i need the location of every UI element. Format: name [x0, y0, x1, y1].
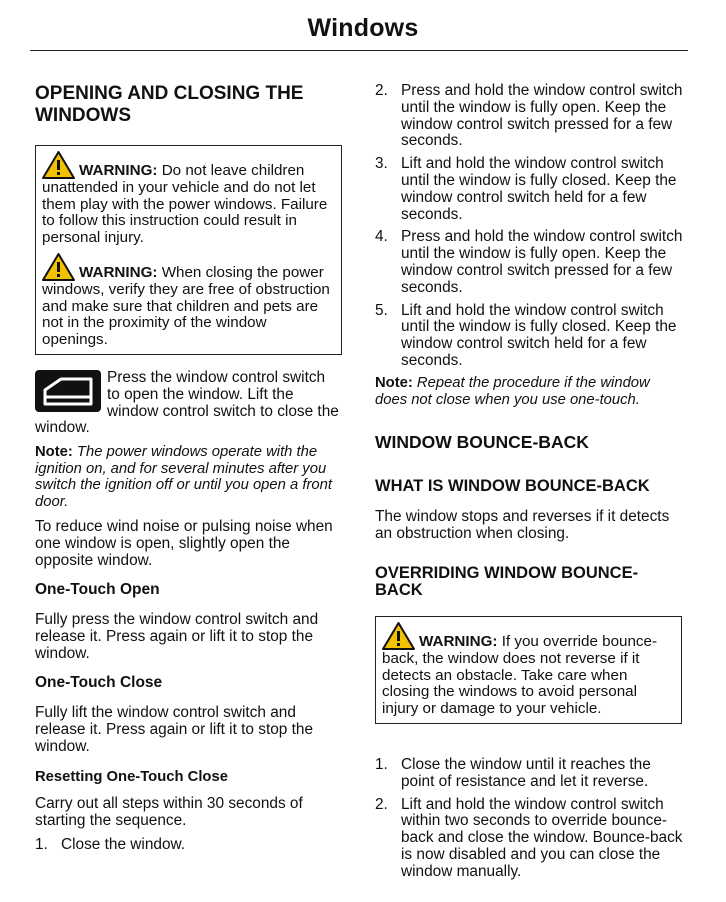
what-is-bounce-back-text: The window stops and reverses if it detects an obstruction when closing.	[375, 508, 670, 542]
warning-triangle-icon	[42, 253, 75, 281]
warning-box-children	[35, 145, 342, 355]
wind-noise-text: To reduce wind noise or pulsing noise when one window is open, slightly open the opposite window.	[35, 518, 333, 569]
resetting-steps-continued	[375, 83, 685, 370]
one-touch-open-text: Fully press the window control switch and release it. Press again or lift it to stop the window.	[35, 611, 319, 662]
note-repeat-procedure: Note: Repeat the procedure if the window does not close when you use one-touch.	[375, 375, 650, 408]
title-divider	[30, 50, 688, 51]
resetting-steps-list	[35, 837, 342, 854]
note-power-windows: Note: The power windows operate with the ignition on, and for several minutes after you switch the ignition off or until you open a front door.	[35, 444, 332, 510]
list-item: 2. Lift and hold the window control switch within two seconds to override bounce-back and close the window. Bounce-back is now disabled and you can close the window manually.	[375, 795, 683, 880]
heading-overriding-bounce-back: OVERRIDING WINDOW BOUNCE-BACK	[375, 564, 639, 599]
window-switch-icon	[35, 370, 101, 412]
one-touch-close-text: Fully lift the window control switch and release it. Press again or lift it to stop the window.	[35, 704, 314, 755]
list-item: 5. Lift and hold the window control switch until the window is fully closed. Keep the window control switch held for a few seconds.	[375, 301, 677, 369]
section-heading-opening-closing: OPENING AND CLOSING THE WINDOWS	[35, 83, 304, 126]
warning-triangle-icon	[382, 622, 415, 650]
page-title: Windows	[307, 14, 419, 42]
heading-what-is-bounce-back: WHAT IS WINDOW BOUNCE-BACK	[375, 477, 650, 495]
warning-children: WARNING: Do not leave children unattended in your vehicle and do not let them play with the power windows. Failure to follow this instruction could result in personal injury.	[42, 151, 335, 247]
resetting-text: Carry out all steps within 30 seconds of starting the sequence.	[35, 795, 303, 829]
list-item: 4. Press and hold the window control switch until the window is fully open. Keep the window control switch pressed for a few seconds.	[375, 228, 683, 296]
warning-override: WARNING: If you override bounce-back, the window does not reverse if it detects an obstacle. Take care when closing the windows to avoid personal injury or damage to your vehicle.	[382, 622, 675, 718]
switch-instruction: Press the window control switch to open the window. Lift the window control switch to close the window.	[35, 369, 339, 437]
warning-triangle-icon	[42, 151, 75, 179]
heading-one-touch-close: One-Touch Close	[35, 674, 163, 691]
warning-windows-closing: WARNING: When closing the power windows, verify they are free of obstruction and make sure that children and pets are not in the proximity of the window openings.	[42, 253, 335, 349]
list-item: 2. Press and hold the window control switch until the window is fully open. Keep the window control switch pressed for a few seconds.	[375, 82, 683, 150]
list-item: 3. Lift and hold the window control switch until the window is fully closed. Keep the window control switch held for a few seconds.	[375, 155, 677, 223]
override-steps-list	[375, 757, 685, 881]
heading-one-touch-open: One-Touch Open	[35, 581, 160, 598]
list-item: 1. Close the window.	[35, 836, 186, 853]
section-heading-bounce-back: WINDOW BOUNCE-BACK	[375, 432, 589, 452]
list-item: 1. Close the window until it reaches the point of resistance and let it reverse.	[375, 756, 651, 790]
warning-box-override	[375, 616, 682, 724]
heading-resetting-one-touch-close: Resetting One-Touch Close	[35, 769, 228, 785]
